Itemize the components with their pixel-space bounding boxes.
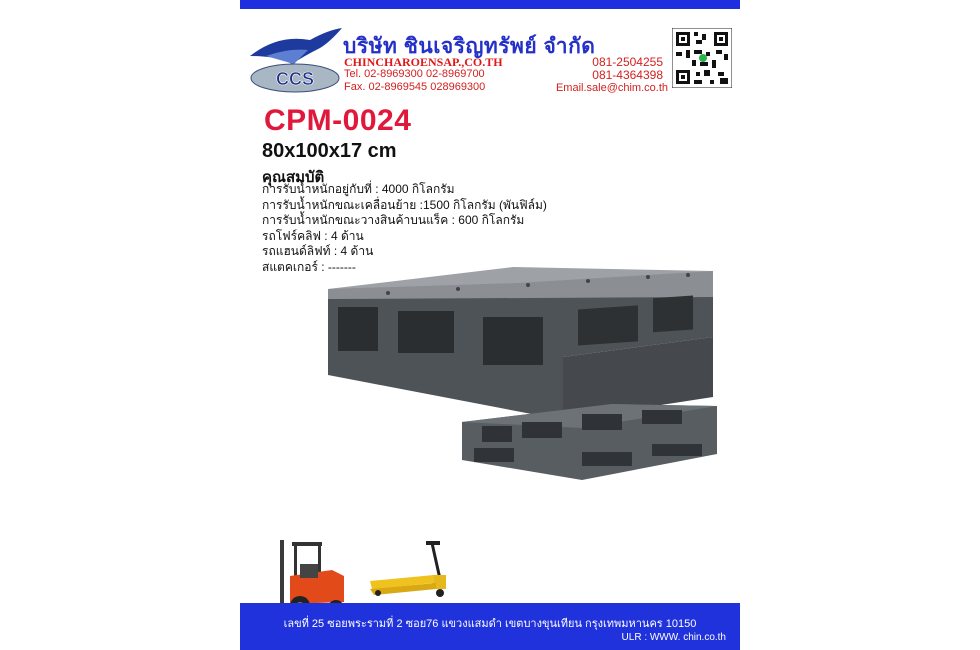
spec-forklift-entry: รถโฟร์คลิฟ : 4 ด้าน [262,228,364,243]
qr-code-icon [672,28,732,88]
company-name-english: CHINCHAROENSAP.,CO.TH [344,55,503,69]
top-blue-bar [240,0,740,9]
telephone-text: Tel. 02-8969300 02-8969700 [344,68,485,80]
logo-text: CCS [275,69,315,89]
spec-rack-load: การรับน้ำหนักขณะวางสินค้าบนแร็ค : 600 กิโลกรัม [262,213,525,227]
spec-static-load: การรับน้ำหนักอยู่กับที่ : 4000 กิโลกรัม [262,182,455,196]
pallet-bottom-image [462,402,717,480]
spec-heading: คุณสมบัติ [262,169,325,186]
footer-address: เลขที่ 25 ซอยพระรามที่ 2 ซอย76 แขวงแสมดำ เขตบางขุนเทียน กรุงเทพมหานคร 10150 [283,618,697,630]
footer-url: ULR : WWW. chin.co.th [621,632,726,643]
spec-stacker: สแตคเกอร์ : ------- [262,259,356,274]
pallet-top-image [328,247,713,420]
mobile-number-1: 081-2504255 [592,55,663,69]
mobile-number-2: 081-4364398 [592,68,663,82]
hand-pallet-truck-icon [370,541,455,599]
company-name-thai: บริษัท ชินเจริญทรัพย์ จำกัด [343,35,596,58]
fax-text: Fax. 02-8969545 028969300 [344,81,486,93]
spec-dynamic-load: การรับน้ำหนักขณะเคลื่อนย้าย :1500 กิโลกรัม (พันฟิล์ม) [262,197,547,212]
catalog-sheet [240,0,740,650]
product-code: CPM-0024 [264,104,412,137]
footer-bar [240,603,740,650]
product-size: 80x100x17 cm [262,140,397,162]
email-text: Email.sale@chim.co.th [555,82,668,94]
eagle-logo-icon [248,26,343,96]
spec-handlift-entry: รถแฮนด์ลิฟท์ : 4 ด้าน [262,244,374,258]
